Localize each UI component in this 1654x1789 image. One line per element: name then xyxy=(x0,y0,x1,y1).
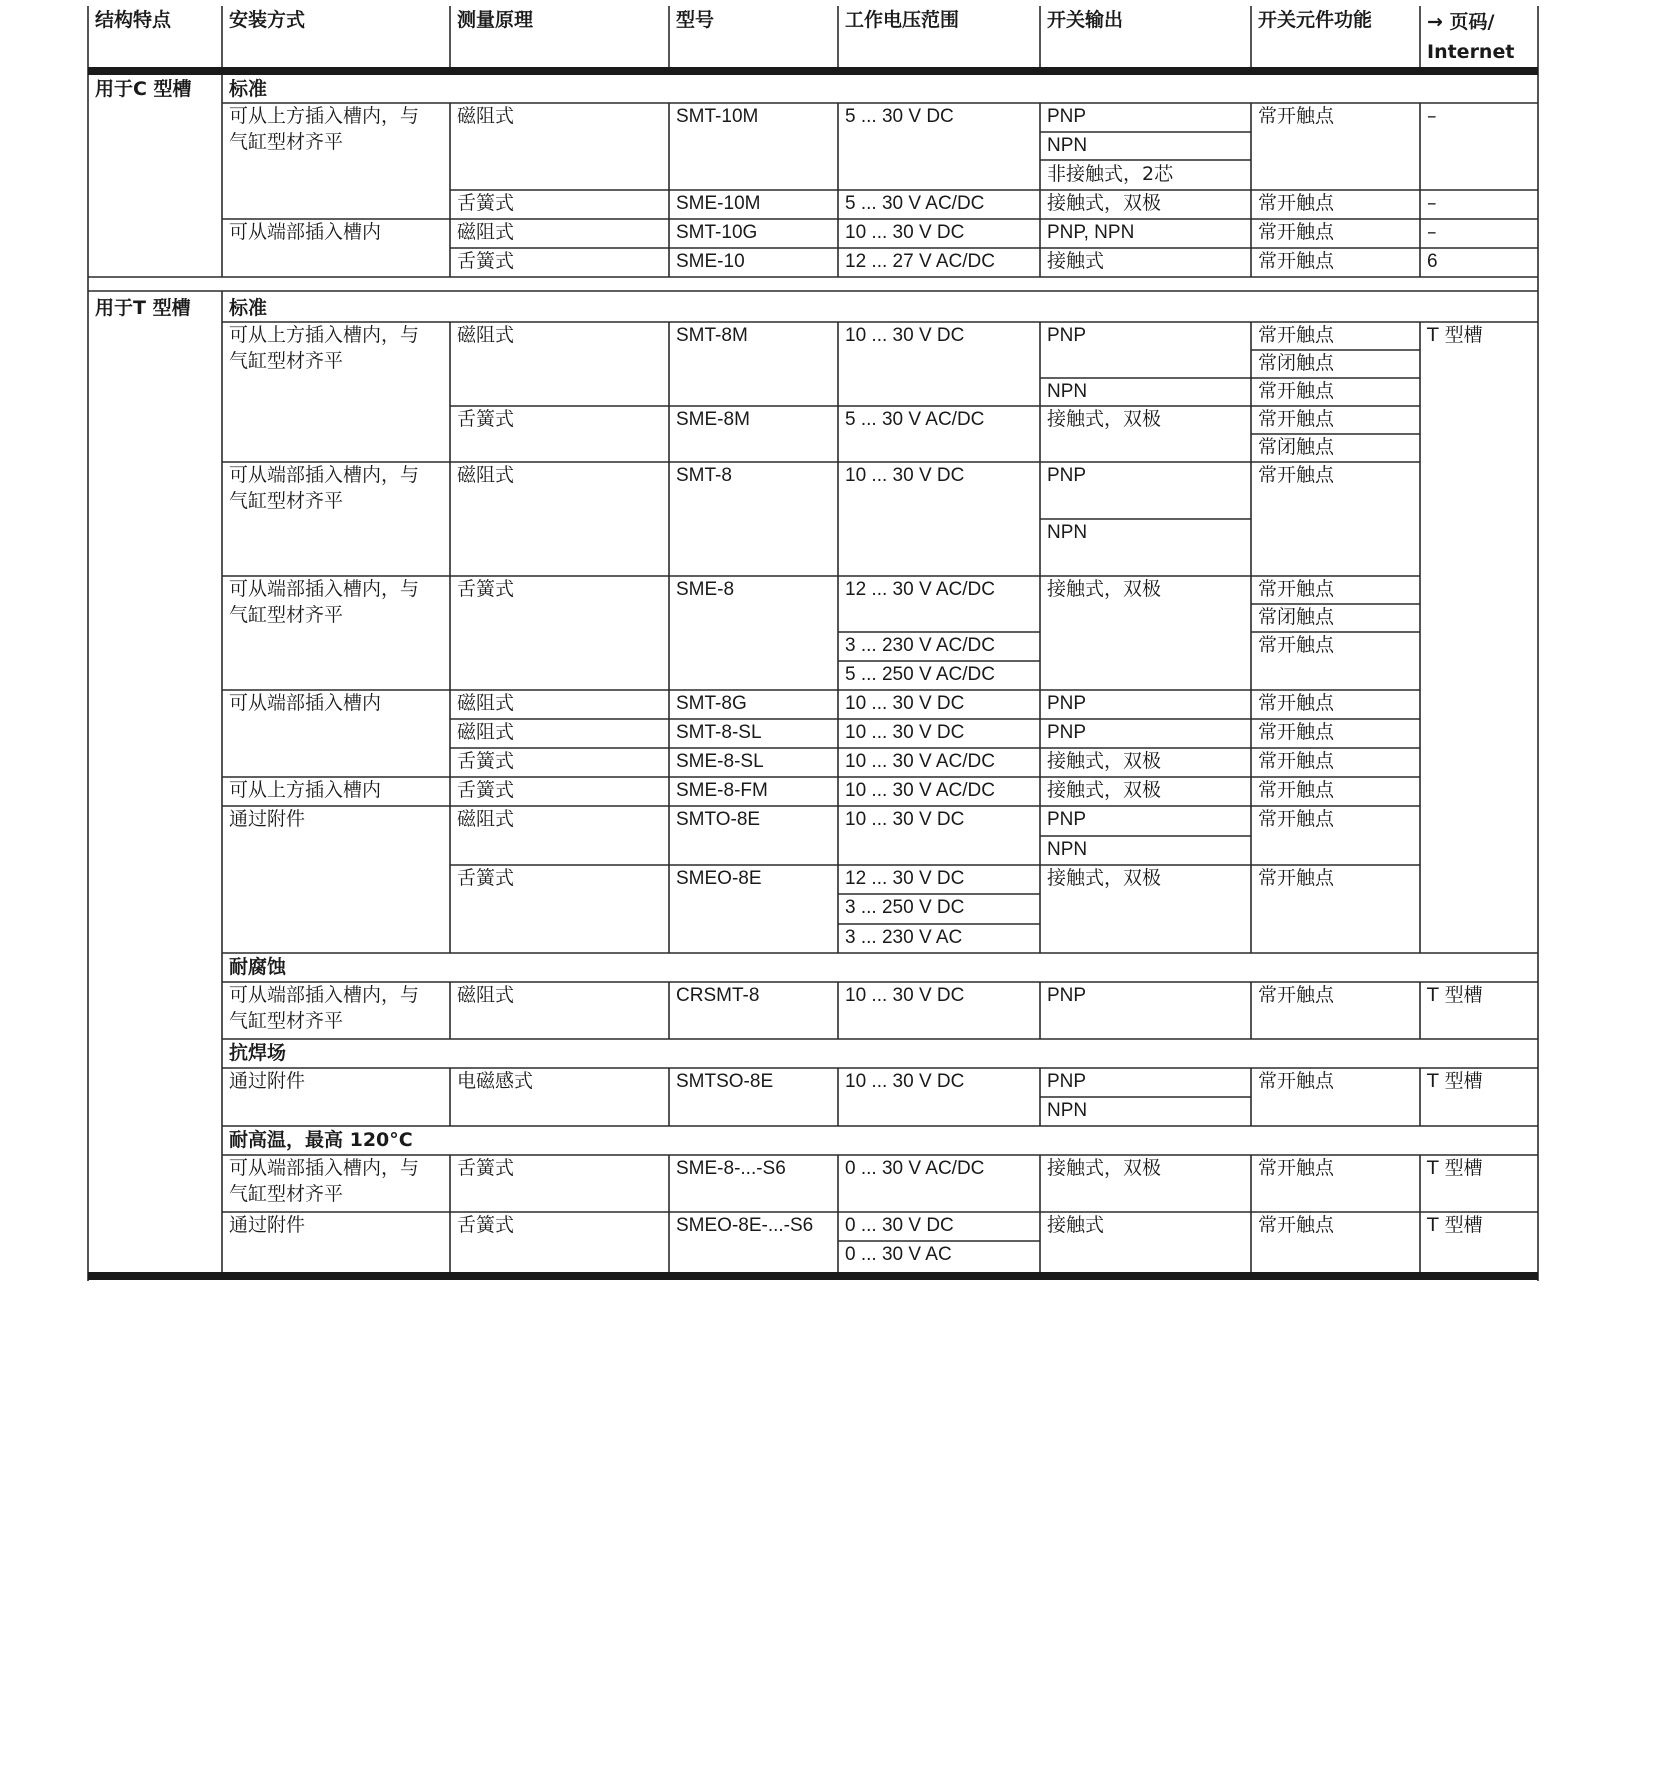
model-cell: SMTO-8E xyxy=(676,809,761,830)
model-cell: SME-8 xyxy=(676,579,735,600)
header-mounting: 安装方式 xyxy=(229,9,306,31)
voltage-cell: 10 ... 30 V DC xyxy=(845,693,965,714)
voltage-cell: 0 ... 30 V DC xyxy=(845,1215,954,1236)
header-function: 开关元件功能 xyxy=(1258,9,1373,31)
function-cell: 常开触点 xyxy=(1258,578,1335,600)
principle-cell: 舌簧式 xyxy=(457,578,515,600)
header-voltage: 工作电压范围 xyxy=(845,9,960,31)
model-cell: SMT-10G xyxy=(676,222,758,243)
model-cell: SMT-8M xyxy=(676,325,748,346)
function-cell: 常闭触点 xyxy=(1258,606,1335,628)
page-cell: 6 xyxy=(1427,251,1438,272)
principle-cell: 磁阻式 xyxy=(457,105,515,127)
function-cell: 常开触点 xyxy=(1258,634,1335,656)
model-cell: SME-8M xyxy=(676,409,750,430)
function-cell: 常开触点 xyxy=(1258,1157,1335,1179)
page-cell: – xyxy=(1427,192,1437,214)
voltage-cell: 10 ... 30 V AC/DC xyxy=(845,751,995,772)
principle-cell: 舌簧式 xyxy=(457,408,515,430)
function-cell: 常开触点 xyxy=(1258,221,1335,243)
output-cell: 接触式，双极 xyxy=(1047,408,1162,430)
output-cell: NPN xyxy=(1047,1100,1088,1121)
page-cell: T 型槽 xyxy=(1427,984,1483,1006)
voltage-cell: 5 ... 250 V AC/DC xyxy=(845,664,995,685)
function-cell: 常开触点 xyxy=(1258,721,1335,743)
output-cell: NPN xyxy=(1047,381,1088,402)
mount-cell: 可从上方插入槽内 xyxy=(229,779,382,801)
model-cell: SMT-10M xyxy=(676,106,759,127)
output-cell: 接触式 xyxy=(1047,1214,1105,1236)
model-cell: SMT-8 xyxy=(676,465,732,486)
function-cell: 常开触点 xyxy=(1258,1214,1335,1236)
sub-hightemp: 耐高温，最高 120°C xyxy=(229,1129,413,1151)
header-feature: 结构特点 xyxy=(95,9,172,31)
mount-cell: 可从端部插入槽内，与气缸型材齐平 xyxy=(229,578,420,626)
output-cell: 接触式，双极 xyxy=(1047,750,1162,772)
principle-cell: 磁阻式 xyxy=(457,808,515,830)
group-c-label: 用于C 型槽 xyxy=(95,78,192,100)
output-cell: PNP xyxy=(1047,985,1087,1006)
mount-cell: 通过附件 xyxy=(229,1214,306,1236)
page-cell: – xyxy=(1427,105,1437,127)
function-cell: 常开触点 xyxy=(1258,779,1335,801)
output-cell: 接触式，双极 xyxy=(1047,578,1162,600)
principle-cell: 磁阻式 xyxy=(457,464,515,486)
voltage-cell: 0 ... 30 V AC xyxy=(845,1244,952,1265)
sub-corrosion: 耐腐蚀 xyxy=(229,956,287,978)
voltage-cell: 12 ... 30 V AC/DC xyxy=(845,579,995,600)
mount-cell: 可从端部插入槽内，与气缸型材齐平 xyxy=(229,464,420,512)
principle-cell: 电磁感式 xyxy=(457,1070,534,1092)
mount-cell: 可从端部插入槽内，与气缸型材齐平 xyxy=(229,1157,420,1205)
voltage-cell: 3 ... 250 V DC xyxy=(845,897,965,918)
function-cell: 常闭触点 xyxy=(1258,436,1335,458)
mount-cell: 可从端部插入槽内，与气缸型材齐平 xyxy=(229,984,420,1032)
voltage-cell: 10 ... 30 V DC xyxy=(845,809,965,830)
function-cell: 常开触点 xyxy=(1258,984,1335,1006)
voltage-cell: 10 ... 30 V DC xyxy=(845,985,965,1006)
mount-cell: 可从端部插入槽内 xyxy=(229,221,382,243)
function-cell: 常开触点 xyxy=(1258,192,1335,214)
page-cell: T 型槽 xyxy=(1427,1070,1483,1092)
principle-cell: 舌簧式 xyxy=(457,192,515,214)
voltage-cell: 3 ... 230 V AC xyxy=(845,927,963,948)
principle-cell: 舌簧式 xyxy=(457,1157,515,1179)
voltage-cell: 5 ... 30 V AC/DC xyxy=(845,409,985,430)
header-model: 型号 xyxy=(676,9,715,31)
model-cell: CRSMT-8 xyxy=(676,985,760,1006)
voltage-cell: 10 ... 30 V DC xyxy=(845,222,965,243)
principle-cell: 舌簧式 xyxy=(457,867,515,889)
voltage-cell: 10 ... 30 V DC xyxy=(845,465,965,486)
model-cell: SME-8-...-S6 xyxy=(676,1158,786,1179)
model-cell: SMT-8-SL xyxy=(676,722,762,743)
page-cell: T 型槽 xyxy=(1427,324,1483,346)
voltage-cell: 12 ... 30 V DC xyxy=(845,868,965,889)
principle-cell: 磁阻式 xyxy=(457,221,515,243)
output-cell: PNP xyxy=(1047,106,1087,127)
header-output: 开关输出 xyxy=(1047,9,1124,31)
principle-cell: 舌簧式 xyxy=(457,779,515,801)
model-cell: SME-10 xyxy=(676,251,745,272)
function-cell: 常开触点 xyxy=(1258,380,1335,402)
model-cell: SME-8-SL xyxy=(676,751,764,772)
model-cell: SMTSO-8E xyxy=(676,1071,774,1092)
output-cell: PNP xyxy=(1047,809,1087,830)
model-cell: SMEO-8E-...-S6 xyxy=(676,1215,814,1236)
voltage-cell: 3 ... 230 V AC/DC xyxy=(845,635,995,656)
output-cell: 接触式 xyxy=(1047,250,1105,272)
voltage-cell: 10 ... 30 V DC xyxy=(845,722,965,743)
function-cell: 常开触点 xyxy=(1258,750,1335,772)
group-t-label: 用于T 型槽 xyxy=(95,297,191,319)
output-cell: 接触式，双极 xyxy=(1047,779,1162,801)
function-cell: 常闭触点 xyxy=(1258,352,1335,374)
principle-cell: 舌簧式 xyxy=(457,250,515,272)
mount-cell: 可从端部插入槽内 xyxy=(229,692,382,714)
principle-cell: 磁阻式 xyxy=(457,692,515,714)
voltage-cell: 5 ... 30 V AC/DC xyxy=(845,193,985,214)
output-cell: PNP xyxy=(1047,693,1087,714)
principle-cell: 磁阻式 xyxy=(457,721,515,743)
output-cell: NPN xyxy=(1047,522,1088,543)
principle-cell: 舌簧式 xyxy=(457,1214,515,1236)
mount-cell: 可从上方插入槽内，与气缸型材齐平 xyxy=(229,324,420,372)
page-cell: T 型槽 xyxy=(1427,1157,1483,1179)
output-cell: PNP xyxy=(1047,465,1087,486)
output-cell: 非接触式，2芯 xyxy=(1047,163,1174,185)
function-cell: 常开触点 xyxy=(1258,105,1335,127)
function-cell: 常开触点 xyxy=(1258,324,1335,346)
sub-standard-c: 标准 xyxy=(229,78,268,100)
output-cell: PNP xyxy=(1047,325,1087,346)
output-cell: 接触式，双极 xyxy=(1047,1157,1162,1179)
header-principle: 测量原理 xyxy=(457,9,534,31)
output-cell: PNP xyxy=(1047,722,1087,743)
function-cell: 常开触点 xyxy=(1258,808,1335,830)
voltage-cell: 10 ... 30 V AC/DC xyxy=(845,780,995,801)
model-cell: SMT-8G xyxy=(676,693,747,714)
voltage-cell: 10 ... 30 V DC xyxy=(845,325,965,346)
mount-cell: 通过附件 xyxy=(229,808,306,830)
function-cell: 常开触点 xyxy=(1258,408,1335,430)
voltage-cell: 12 ... 27 V AC/DC xyxy=(845,251,995,272)
function-cell: 常开触点 xyxy=(1258,692,1335,714)
sub-standard-t: 标准 xyxy=(229,297,268,319)
output-cell: 接触式，双极 xyxy=(1047,192,1162,214)
output-cell: NPN xyxy=(1047,839,1088,860)
output-cell: 接触式，双极 xyxy=(1047,867,1162,889)
principle-cell: 磁阻式 xyxy=(457,984,515,1006)
mount-cell: 可从上方插入槽内，与气缸型材齐平 xyxy=(229,105,420,153)
function-cell: 常开触点 xyxy=(1258,250,1335,272)
principle-cell: 舌簧式 xyxy=(457,750,515,772)
output-cell: NPN xyxy=(1047,135,1088,156)
header-page: → 页码/ Internet xyxy=(1427,11,1515,63)
page-cell: T 型槽 xyxy=(1427,1214,1483,1236)
function-cell: 常开触点 xyxy=(1258,867,1335,889)
principle-cell: 磁阻式 xyxy=(457,324,515,346)
page-cell: – xyxy=(1427,221,1437,243)
voltage-cell: 10 ... 30 V DC xyxy=(845,1071,965,1092)
mount-cell: 通过附件 xyxy=(229,1070,306,1092)
model-cell: SMEO-8E xyxy=(676,868,762,889)
output-cell: PNP, NPN xyxy=(1047,222,1135,243)
function-cell: 常开触点 xyxy=(1258,464,1335,486)
voltage-cell: 0 ... 30 V AC/DC xyxy=(845,1158,985,1179)
output-cell: PNP xyxy=(1047,1071,1087,1092)
model-cell: SME-8-FM xyxy=(676,780,768,801)
voltage-cell: 5 ... 30 V DC xyxy=(845,106,954,127)
model-cell: SME-10M xyxy=(676,193,761,214)
sub-weld: 抗焊场 xyxy=(229,1042,287,1064)
function-cell: 常开触点 xyxy=(1258,1070,1335,1092)
